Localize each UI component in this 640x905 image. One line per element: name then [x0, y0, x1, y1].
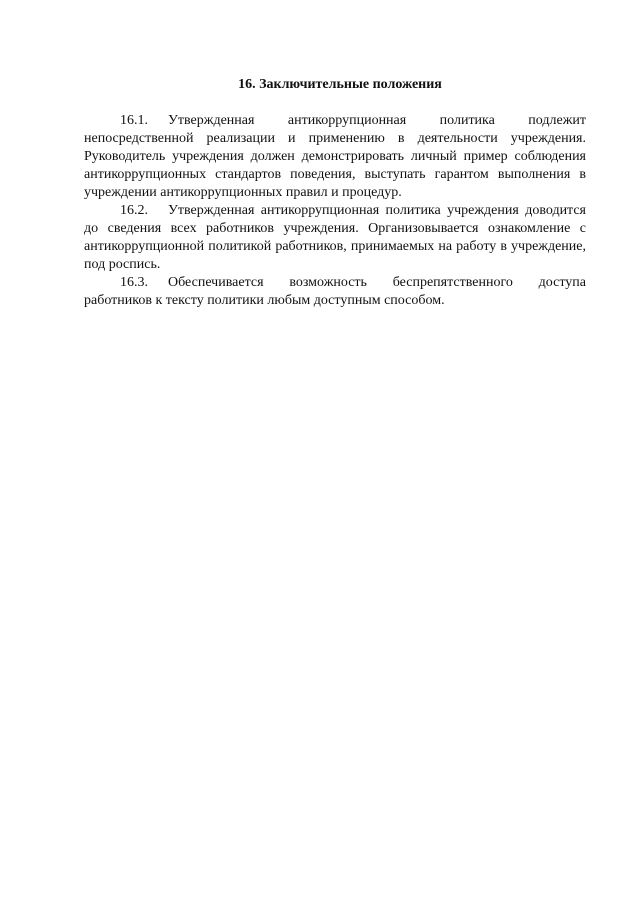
paragraph-text: Утвержденная антикоррупционная политика учреждения доводится до сведения всех работников учреждения. Организовывается ознакомление с антикоррупционной политикой работников, принимаемых на работу в учреждение, под роспись. — [84, 203, 586, 272]
paragraph-16-1 — [84, 112, 586, 202]
paragraph-number: 16.2. — [120, 203, 148, 218]
section-heading: 16. Заключительные положения — [238, 77, 442, 92]
paragraph-number: 16.1. — [120, 113, 148, 128]
paragraph-text: Утвержденная антикоррупционная политика подлежит непосредственной реализации и применению в деятельности учреждения. Руководитель учреждения должен демонстрировать личный пример соблюдения антикоррупционных стандартов поведения, выступать гарантом выполнения в учреждении антикоррупционных правил и процедур. — [84, 113, 586, 200]
document-content — [84, 76, 586, 310]
paragraph-16-2 — [84, 202, 586, 274]
paragraph-text: Обеспечивается возможность беспрепятственного доступа работников к тексту политики любым доступным способом. — [84, 275, 586, 308]
paragraph-16-3 — [84, 274, 586, 310]
paragraph-number: 16.3. — [120, 275, 148, 290]
